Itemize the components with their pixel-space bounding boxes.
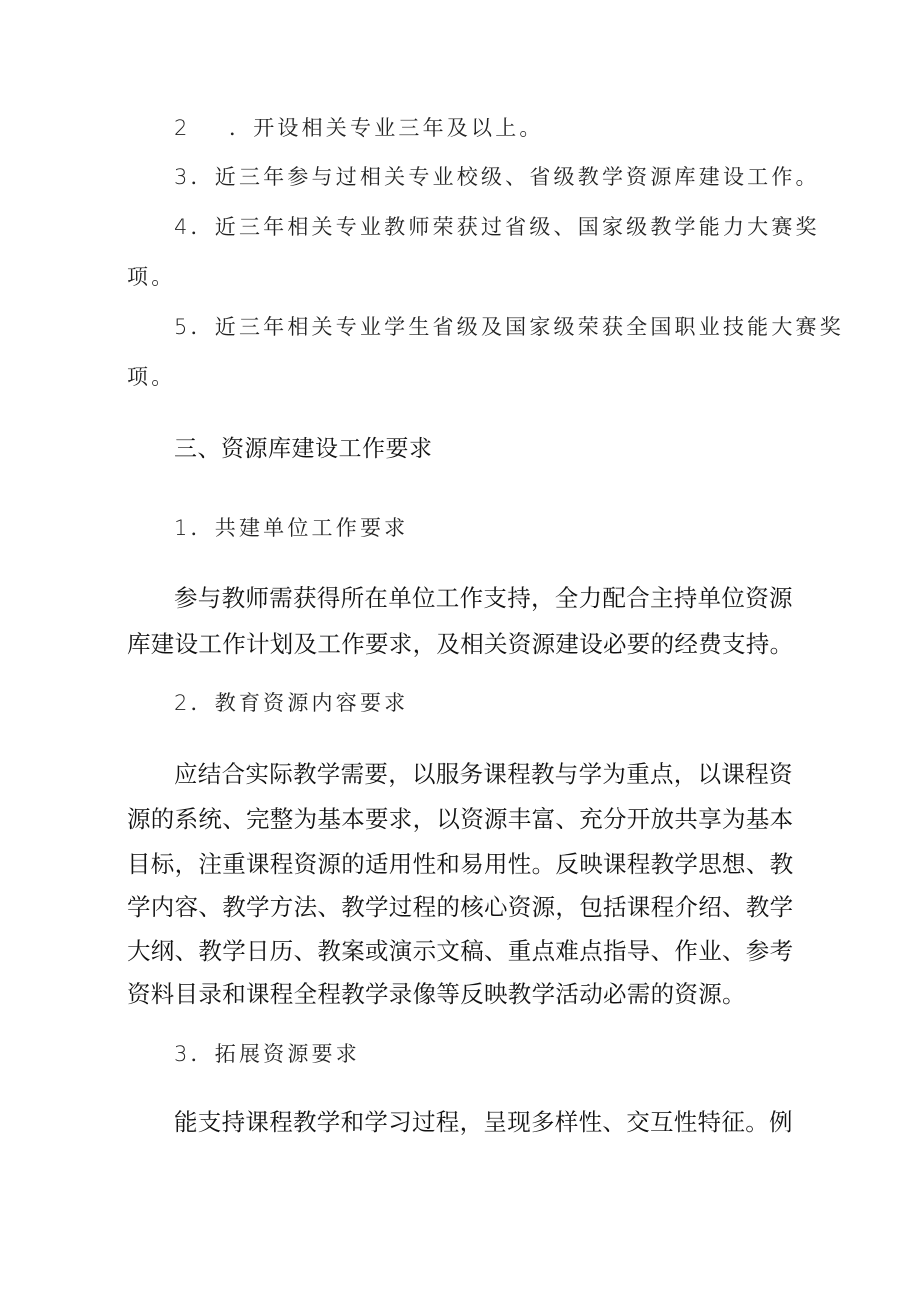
criteria-item-4-line-1: 4．近三年相关专业教师荣获过省级、国家级教学能力大赛奖 xyxy=(174,215,820,239)
criteria-item-5-line-2: 项。 xyxy=(127,365,176,389)
subsection-2-paragraph-line: 目标，注重课程资源的适用性和易用性。反映课程教学思想、教 xyxy=(127,850,794,878)
criteria-item-2-number: 2 xyxy=(174,116,191,140)
subsection-2-paragraph-line: 学内容、教学方法、教学过程的核心资源，包括课程介绍、教学 xyxy=(127,893,794,921)
criteria-item-4-line-2: 项。 xyxy=(127,265,176,289)
criteria-item-2 xyxy=(174,112,544,142)
subsection-2-paragraph-line: 资料目录和课程全程教学录像等反映教学活动必需的资源。 xyxy=(127,980,746,1008)
subsection-3-paragraph-line: 能支持课程教学和学习过程，呈现多样性、交互性特征。例 xyxy=(174,1108,793,1136)
subsection-1-paragraph-line: 参与教师需获得所在单位工作支持，全力配合主持单位资源 xyxy=(174,584,793,612)
subsection-3-title: 3．拓展资源要求 xyxy=(174,1042,360,1066)
subsection-2-paragraph-line: 应结合实际教学需要，以服务课程教与学为重点，以课程资 xyxy=(174,760,793,788)
subsection-2-title: 2．教育资源内容要求 xyxy=(174,691,409,715)
criteria-item-2-text: ．开设相关专业三年及以上。 xyxy=(229,116,544,140)
subsection-1-title: 1．共建单位工作要求 xyxy=(174,516,409,540)
section-3-heading: 三、资源库建设工作要求 xyxy=(174,436,433,462)
criteria-item-5-line-1: 5．近三年相关专业学生省级及国家级荣获全国职业技能大赛奖 xyxy=(174,315,844,339)
subsection-2-paragraph-line: 源的系统、完整为基本要求，以资源丰富、充分开放共享为基本 xyxy=(127,805,794,833)
subsection-1-paragraph-line: 库建设工作计划及工作要求，及相关资源建设必要的经费支持。 xyxy=(127,630,794,658)
criteria-item-3: 3．近三年参与过相关专业校级、省级教学资源库建设工作。 xyxy=(174,165,820,189)
subsection-2-paragraph-line: 大纲、教学日历、教案或演示文稿、重点难点指导、作业、参考 xyxy=(127,937,794,965)
